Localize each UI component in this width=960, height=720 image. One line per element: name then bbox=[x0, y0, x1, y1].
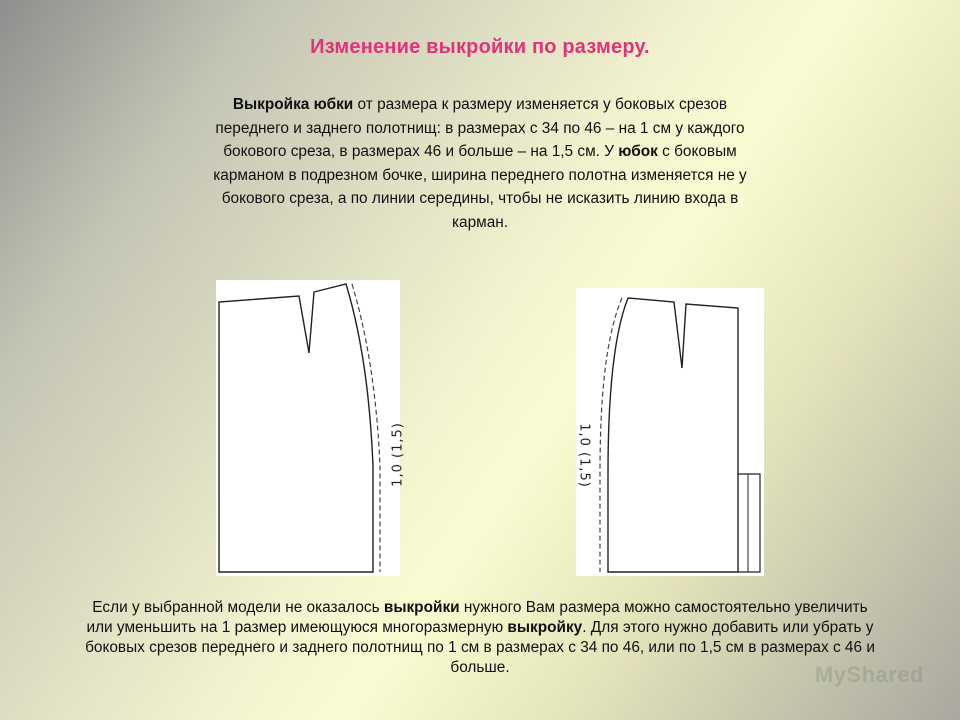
outro-bold-2: выкройку bbox=[507, 619, 583, 636]
page-title: Изменение выкройки по размеру. bbox=[310, 36, 650, 58]
skirt-pattern-front bbox=[216, 280, 400, 576]
outro-paragraph bbox=[80, 598, 880, 678]
intro-bold-1: Выкройка юбки bbox=[232, 96, 354, 113]
watermark-logo: MyShared bbox=[814, 662, 924, 687]
intro-text-2: с боковым карманом в подрезном бочке, ширина переднего полотна изменяется не у бокового среза, а по линии середины, чтобы не исказить линию входа в карман. bbox=[213, 143, 747, 231]
seam-allowance-label-back: 1,0 (1,5) bbox=[576, 423, 592, 488]
skirt-pattern-back bbox=[576, 288, 764, 576]
intro-text-1: от размера к размеру изменяется у боковых срезов переднего и заднего полотнищ: в размерах с 34 по 46 – на 1 см у каждого бокового среза, в размерах 46 и больше – на 1,5 см. У bbox=[215, 96, 745, 160]
intro-bold-2: юбок bbox=[618, 143, 658, 160]
outro-text-3: . Для этого нужно добавить или убрать у боковых срезов переднего и заднего полотнищ по 1 см в размерах с 34 по 46, или по 1,5 см в размерах с 46 и больше. bbox=[85, 619, 875, 676]
outro-text-1: Если у выбранной модели не оказалось bbox=[92, 599, 384, 616]
seam-allowance-label-front: 1,0 (1,5) bbox=[390, 422, 406, 487]
outro-bold-1: выкройки bbox=[383, 599, 460, 616]
outro-text-2: нужного Вам размера можно самостоятельно увеличить или уменьшить на 1 размер имеющуюся многоразмерную bbox=[86, 599, 868, 636]
skirt-pattern-back-drawing bbox=[576, 288, 764, 576]
intro-paragraph bbox=[200, 93, 760, 234]
skirt-pattern-front-drawing bbox=[216, 280, 400, 576]
